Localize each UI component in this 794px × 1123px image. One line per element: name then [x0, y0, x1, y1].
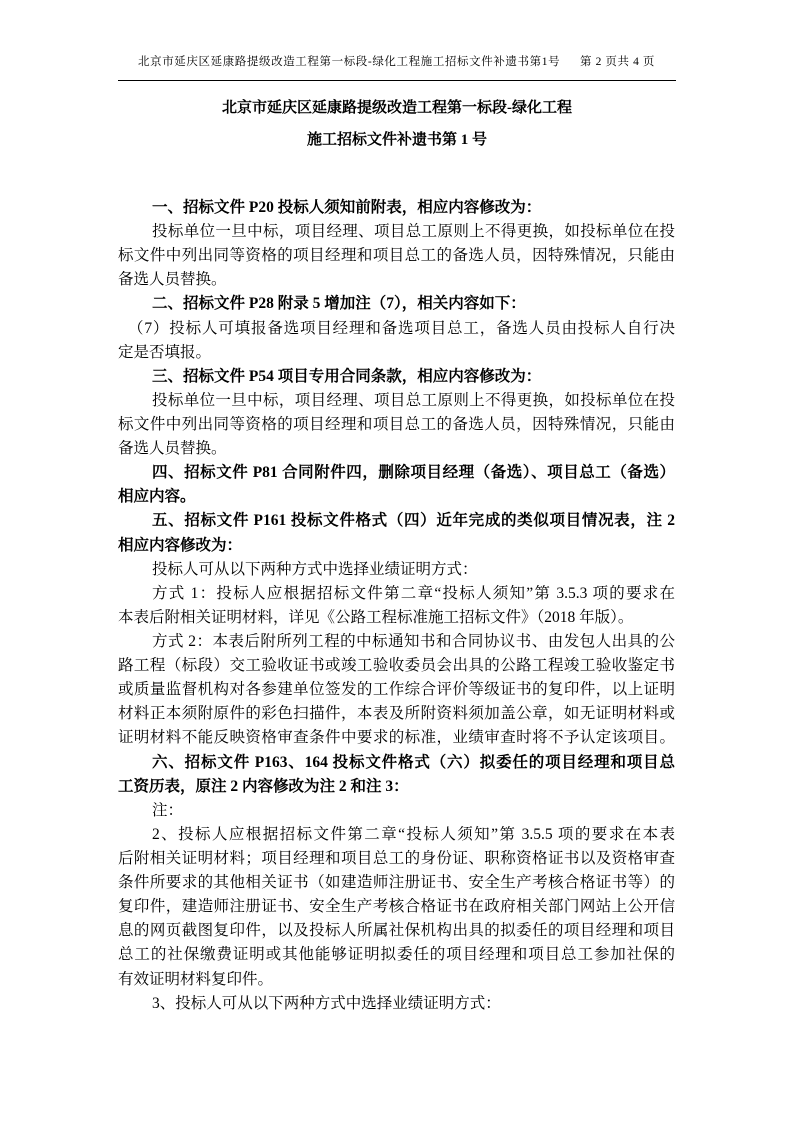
section-2-heading: 二、招标文件 P28 附录 5 增加注（7），相关内容如下：	[152, 295, 526, 313]
paragraph-line: 方式 1：投标人应根据招标文件第二章“投标人须知”第 3.5.3 项的要求在	[152, 584, 675, 602]
paragraph-line: 备选人员替换。	[118, 440, 227, 458]
section-5-heading: 五、招标文件 P161 投标文件格式（四）近年完成的类似项目情况表，注 2	[152, 512, 675, 530]
paragraph-line: 3、投标人可从以下两种方式中选择业绩证明方式：	[152, 994, 501, 1012]
paragraph-line: 投标人可从以下两种方式中选择业绩证明方式：	[152, 560, 478, 578]
section-1	[118, 196, 675, 292]
paragraph-line: 备选人员替换。	[118, 271, 227, 289]
paragraph-line: 后附相关证明材料；项目经理和项目总工的身份证、职称资格证书以及资格审查	[118, 849, 675, 867]
note-label: 注：	[152, 801, 184, 819]
paragraph-line: 证明材料不能反映资格审查条件中要求的标准，业绩审查时将不予认定该项目。	[118, 729, 675, 747]
section-6	[118, 751, 675, 1016]
section-6-heading-continued: 工资历表，原注 2 内容修改为注 2 和注 3：	[118, 777, 409, 795]
paragraph-line: （7）投标人可填报备选项目经理和备选项目总工，备选人员由投标人自行决	[128, 319, 675, 337]
section-3-heading: 三、招标文件 P54 项目专用合同条款，相应内容修改为：	[152, 367, 542, 385]
title-line-1: 北京市延庆区延康路提级改造工程第一标段-绿化工程	[222, 100, 572, 116]
section-4-heading-continued: 相应内容。	[118, 488, 196, 506]
paragraph-line: 条件所要求的其他相关证书（如建造师注册证书、安全生产考核合格证书等）的	[118, 874, 675, 892]
paragraph-line: 或质量监督机构对各参建单位签发的工作综合评价等级证书的复印件，以上证明	[118, 681, 675, 699]
section-1-heading: 一、招标文件 P20 投标人须知前附表，相应内容修改为：	[152, 199, 542, 216]
paragraph-line: 标文件中列出同等资格的项目经理和项目总工的备选人员，因特殊情况，只能由	[118, 247, 675, 265]
section-5-heading-continued: 相应内容修改为：	[118, 536, 243, 554]
paragraph-line: 有效证明材料复印件。	[118, 970, 274, 988]
header-page-number: 第 2 页共 4 页	[580, 56, 655, 68]
page-header	[118, 52, 676, 81]
paragraph-line: 投标单位一旦中标，项目经理、项目总工原则上不得更换，如投标单位在投	[152, 391, 675, 409]
paragraph-line: 材料正本须附原件的彩色扫描件，本表及所附资料须加盖公章，如无证明材料或	[118, 705, 675, 723]
section-3	[118, 365, 675, 461]
section-6-heading: 六、招标文件 P163、164 投标文件格式（六）拟委任的项目经理和项目总	[152, 753, 675, 771]
paragraph-line: 复印件，建造师注册证书、安全生产考核合格证书在政府相关部门网站上公开信	[118, 898, 675, 916]
paragraph-line: 息的网页截图复印件，以及投标人所属社保机构出具的拟委任的项目经理和项目	[118, 922, 675, 940]
header-document-reference: 北京市延庆区延康路提级改造工程第一标段-绿化工程施工招标文件补遗书第1号	[138, 56, 561, 68]
document-body	[118, 196, 675, 1016]
title-line-2: 施工招标文件补遗书第 1 号	[306, 132, 487, 148]
section-5	[118, 509, 675, 750]
paragraph-line: 本表后附相关证明材料，详见《公路工程标准施工招标文件》（2018 年版）。	[118, 608, 634, 626]
paragraph-line: 标文件中列出同等资格的项目经理和项目总工的备选人员，因特殊情况，只能由	[118, 415, 675, 433]
paragraph-line: 投标单位一旦中标，项目经理、项目总工原则上不得更换，如投标单位在投	[152, 223, 675, 241]
paragraph-line: 方式 2：本表后附所列工程的中标通知书和合同协议书、由发包人出具的公	[152, 632, 675, 650]
section-4	[118, 461, 675, 509]
paragraph-line: 路工程（标段）交工验收证书或竣工验收委员会出具的公路工程竣工验收鉴定书	[118, 657, 675, 675]
paragraph-line: 总工的社保缴费证明或其他能够证明拟委任的项目经理和项目总工参加社保的	[118, 946, 675, 964]
document-title	[0, 92, 794, 156]
paragraph-line: 定是否填报。	[118, 343, 212, 361]
section-2	[118, 292, 675, 364]
paragraph-line: 2、投标人应根据招标文件第二章“投标人须知”第 3.5.5 项的要求在本表	[152, 825, 675, 843]
section-4-heading: 四、招标文件 P81 合同附件四，删除项目经理（备选）、项目总工（备选）	[152, 464, 675, 482]
